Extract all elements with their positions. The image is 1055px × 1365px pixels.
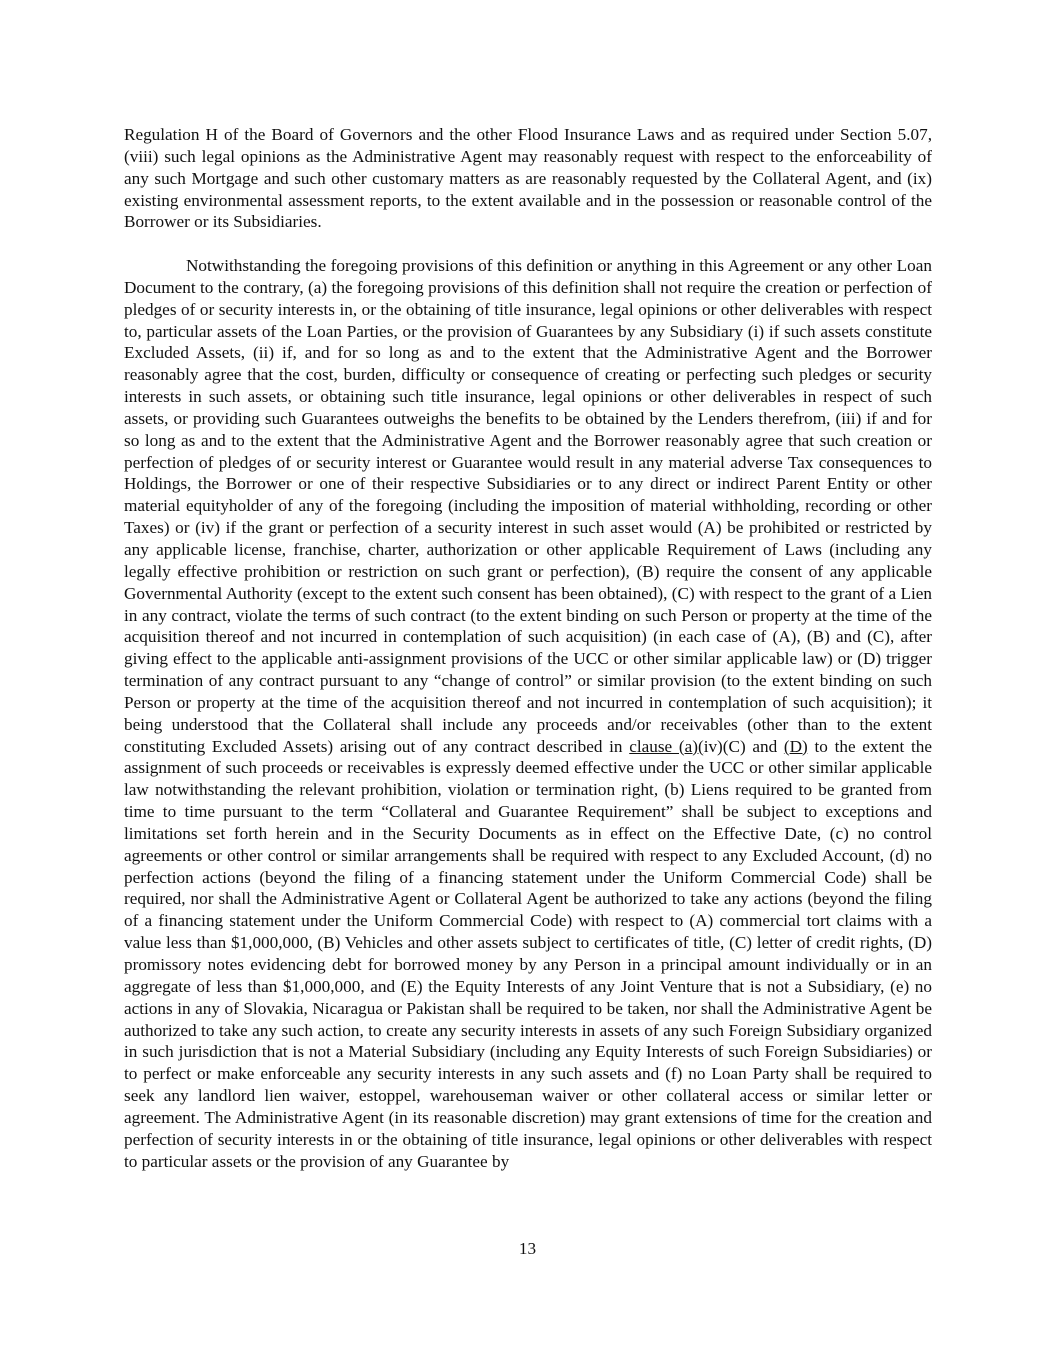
- page-number: 13: [518, 1239, 537, 1258]
- clause-a-reference: clause (a)(: [629, 736, 704, 756]
- clause-d-reference: (D): [783, 736, 808, 756]
- paragraph-text-part-3: to the extent the assignment of such proceeds or receivables is expressly deemed effective under the UCC or other similar applicable law notwithstanding the relevant prohibition, violation or termination right, (b) Liens required to be granted from time to time pursuant to the term “Collateral and Guarantee Requirement” shall be subject to exceptions and limitations set forth herein and in the Security Documents as in effect on the Effective Date, (c) no control agreements or other control or similar arrangements shall be required with respect to any Excluded Account, (d) no perfection actions (beyond the filing of a financing statement under the Uniform Commercial Code) shall be required, nor shall the Administrative Agent or Collateral Agent be authorized to take any actions (beyond the filing of a financing statement under the Uniform Commercial Code) with respect to (A) commercial tort claims with a value less than $1,000,000, (B) Vehicles and other assets subject to certificates of title, (C) letter of credit rights, (D) promissory notes evidencing debt for borrowed money by any Person in a principal amount individually or in an aggregate of less than $1,000,000, and (E) the Equity Interests of any Joint Venture that is not a Subsidiary, (e) no actions in any of Slovakia, Nicaragua or Pakistan shall be required to be taken, nor shall the Administrative Agent be authorized to take any such action, to create any security interests in assets of any such Foreign Subsidiary organized in such jurisdiction that is not a Material Subsidiary (including any Equity Interests of such Foreign Subsidiaries) or to perfect or make enforceable any security interests in any such assets and (f) no Loan Party shall be required to seek any landlord lien waiver, estoppel, warehouseman waiver or other collateral access or similar letter or agreement. The Administrative Agent (in its reasonable discretion) may grant extensions of time for the creation and perfection of security interests in or the obtaining of title insurance, legal opinions or other deliverables with respect to particular assets or the provision of any Guarantee by: [124, 736, 932, 1171]
- paragraph-text-part-1: Notwithstanding the foregoing provisions of this definition or anything in this Agreement or any other Loan Document to the contrary, (a) the foregoing provisions of this definition shall not require the creation or perfection of pledges of or security interests in, or the obtaining of title insurance, legal opinions or other deliverables with respect to, particular assets of the Loan Parties, or the provision of Guarantees by any Subsidiary (i) if such assets constitute Excluded Assets, (ii) if, and for so long as and to the extent that the Administrative Agent and the Borrower reasonably agree that the cost, burden, difficulty or consequence of creating or perfecting such pledges or security interests in such assets, or obtaining such title insurance, legal opinions or other deliverables in respect of such assets, or providing such Guarantees outweighs the benefits to be obtained by the Lenders therefrom, (iii) if and for so long as and to the extent that the Administrative Agent and the Borrower reasonably agree that such creation or perfection of pledges of or security interest or Guarantee would result in any material adverse Tax consequences to Holdings, the Borrower or one of their respective Subsidiaries or to any direct or indirect Parent Entity or other material equityholder of any of the foregoing (including the imposition of material withholding, recording or other Taxes) or (iv) if the grant or perfection of a security interest in such asset would (A) be prohibited or restricted by any applicable license, franchise, charter, authorization or other applicable Requirement of Laws (including any legally effective prohibition or restriction on such grant or perfection), (B) require the consent of any applicable Governmental Authority (except to the extent such consent has been obtained), (C) with respect to the grant of a Lien in any contract, violate the terms of such contract (to the extent binding on such Person or property at the time of the acquisition thereof and not incurred in contemplation of such acquisition) (in each case of (A), (B) and (C), after giving effect to the applicable anti-assignment provisions of the UCC or other similar applicable law) or (D) trigger termination of any contract pursuant to any “change of control” or similar provision (to the extent binding on such Person or property at the time of the acquisition thereof and not incurred in contemplation of such acquisition); it being understood that the Collateral shall include any proceeds and/or receivables (other than to the extent constituting Excluded Assets) arising out of any contract described in: [124, 256, 932, 756]
- paragraph-notwithstanding: [124, 255, 932, 1172]
- paragraph-regulation-h: Regulation H of the Board of Governors and the other Flood Insurance Laws and as required under Section 5.07, (viii) such legal opinions as the Administrative Agent may reasonably request with respect to the enforceability of any such Mortgage and such other customary matters as are reasonably requested by the Collateral Agent, and (ix) existing environmental assessment reports, to the extent available and in the possession or reasonable control of the Borrower or its Subsidiaries.: [124, 125, 932, 232]
- paragraph-text-part-2: iv)(C) and: [703, 736, 784, 756]
